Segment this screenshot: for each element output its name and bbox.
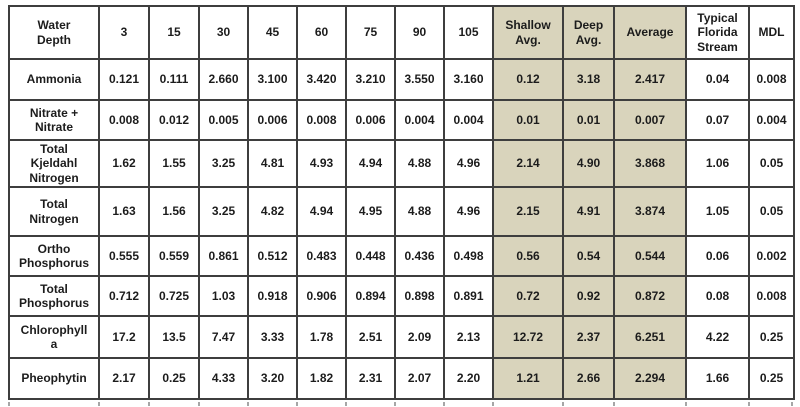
row-label: Nitrate + Nitrate xyxy=(29,105,79,134)
row-label: Pheophytin xyxy=(21,371,87,386)
value-cell: 2.17 xyxy=(99,358,149,399)
value-cell: 1.03 xyxy=(199,276,248,316)
value-cell: 0.483 xyxy=(297,236,346,276)
value-cell: 0.894 xyxy=(346,276,395,316)
value-cell: 1.05 xyxy=(686,187,749,236)
value-cell: 4.94 xyxy=(346,140,395,187)
column-header-mdl xyxy=(749,6,794,59)
ghost-grid-tick xyxy=(98,402,100,406)
row-label-pheophytin xyxy=(9,358,99,399)
value-cell: 1.21 xyxy=(493,358,563,399)
value-cell: 4.94 xyxy=(297,187,346,236)
value-cell: 0.861 xyxy=(199,236,248,276)
column-header-30 xyxy=(199,6,248,59)
value-cell: 0.008 xyxy=(749,276,794,316)
value-cell: 2.417 xyxy=(614,59,686,100)
value-cell: 0.512 xyxy=(248,236,297,276)
value-cell: 0.498 xyxy=(444,236,493,276)
value-cell: 3.18 xyxy=(563,59,614,100)
value-cell: 2.660 xyxy=(199,59,248,100)
ghost-grid-tick xyxy=(394,402,396,406)
value-cell: 0.005 xyxy=(199,100,248,140)
value-cell: 1.82 xyxy=(297,358,346,399)
value-cell: 0.872 xyxy=(614,276,686,316)
value-cell: 3.25 xyxy=(199,187,248,236)
value-cell: 4.93 xyxy=(297,140,346,187)
value-cell: 0.008 xyxy=(297,100,346,140)
value-cell: 0.004 xyxy=(749,100,794,140)
value-cell: 0.92 xyxy=(563,276,614,316)
row-label-nitrate-nitrate xyxy=(9,100,99,140)
row-label: Ortho Phosphorus xyxy=(18,241,89,270)
value-cell: 3.550 xyxy=(395,59,444,100)
value-cell: 0.06 xyxy=(686,236,749,276)
value-cell: 0.012 xyxy=(149,100,199,140)
row-label: Ammonia xyxy=(26,72,82,87)
column-header-label: Water Depth xyxy=(37,18,71,47)
value-cell: 0.121 xyxy=(99,59,149,100)
ghost-grid-tick xyxy=(198,402,200,406)
row-label: Total Phosphorus xyxy=(18,281,89,310)
table-row xyxy=(9,187,794,236)
value-cell: 0.891 xyxy=(444,276,493,316)
ghost-grid-tick xyxy=(8,402,10,406)
ghost-grid-tick xyxy=(613,402,615,406)
ghost-grid-tick xyxy=(345,402,347,406)
value-cell: 0.54 xyxy=(563,236,614,276)
value-cell: 0.05 xyxy=(749,187,794,236)
value-cell: 0.004 xyxy=(444,100,493,140)
ghost-grid-tick xyxy=(791,402,793,406)
value-cell: 2.15 xyxy=(493,187,563,236)
column-header-label: Deep Avg. xyxy=(573,18,604,47)
column-header-90 xyxy=(395,6,444,59)
value-cell: 4.88 xyxy=(395,140,444,187)
value-cell: 17.2 xyxy=(99,316,149,358)
column-header-15 xyxy=(149,6,199,59)
value-cell: 2.20 xyxy=(444,358,493,399)
value-cell: 0.08 xyxy=(686,276,749,316)
table-row xyxy=(9,316,794,358)
value-cell: 2.14 xyxy=(493,140,563,187)
value-cell: 0.555 xyxy=(99,236,149,276)
value-cell: 0.008 xyxy=(749,59,794,100)
row-label: Total Kjeldahl Nitrogen xyxy=(29,142,79,185)
column-header-label: Shallow Avg. xyxy=(505,18,551,47)
column-header-75 xyxy=(346,6,395,59)
value-cell: 0.111 xyxy=(149,59,199,100)
column-header-water-depth xyxy=(9,6,99,59)
value-cell: 3.210 xyxy=(346,59,395,100)
value-cell: 4.95 xyxy=(346,187,395,236)
value-cell: 0.898 xyxy=(395,276,444,316)
value-cell: 0.56 xyxy=(493,236,563,276)
value-cell: 0.006 xyxy=(346,100,395,140)
value-cell: 4.82 xyxy=(248,187,297,236)
value-cell: 4.96 xyxy=(444,187,493,236)
column-header-105 xyxy=(444,6,493,59)
row-label-ammonia xyxy=(9,59,99,100)
ghost-grid-tick xyxy=(247,402,249,406)
value-cell: 0.002 xyxy=(749,236,794,276)
column-header-shallow-avg xyxy=(493,6,563,59)
column-header-60 xyxy=(297,6,346,59)
header-row xyxy=(9,6,794,59)
value-cell: 3.100 xyxy=(248,59,297,100)
value-cell: 0.448 xyxy=(346,236,395,276)
row-label: Chlorophyll a xyxy=(20,322,88,351)
value-cell: 4.90 xyxy=(563,140,614,187)
table-header xyxy=(9,6,794,59)
value-cell: 0.712 xyxy=(99,276,149,316)
value-cell: 3.420 xyxy=(297,59,346,100)
value-cell: 2.13 xyxy=(444,316,493,358)
value-cell: 4.88 xyxy=(395,187,444,236)
column-header-label: 45 xyxy=(265,25,280,40)
ghost-grid-tick xyxy=(685,402,687,406)
value-cell: 3.874 xyxy=(614,187,686,236)
value-cell: 2.294 xyxy=(614,358,686,399)
value-cell: 3.160 xyxy=(444,59,493,100)
table-body xyxy=(9,59,794,399)
row-label-total-kjeldahl-nitrogen xyxy=(9,140,99,187)
value-cell: 0.906 xyxy=(297,276,346,316)
value-cell: 0.559 xyxy=(149,236,199,276)
water-quality-table xyxy=(8,5,795,400)
column-header-label: 90 xyxy=(412,25,427,40)
table-row xyxy=(9,140,794,187)
value-cell: 1.06 xyxy=(686,140,749,187)
row-label: Total Nitrogen xyxy=(29,197,79,226)
column-header-label: 3 xyxy=(120,25,128,40)
value-cell: 0.07 xyxy=(686,100,749,140)
value-cell: 12.72 xyxy=(493,316,563,358)
value-cell: 1.78 xyxy=(297,316,346,358)
value-cell: 0.007 xyxy=(614,100,686,140)
value-cell: 3.33 xyxy=(248,316,297,358)
value-cell: 3.20 xyxy=(248,358,297,399)
value-cell: 0.25 xyxy=(149,358,199,399)
table-row xyxy=(9,59,794,100)
column-header-label: 105 xyxy=(458,25,479,40)
value-cell: 0.544 xyxy=(614,236,686,276)
column-header-typical-florida-stream xyxy=(686,6,749,59)
value-cell: 2.31 xyxy=(346,358,395,399)
value-cell: 0.918 xyxy=(248,276,297,316)
table-row xyxy=(9,236,794,276)
column-header-label: 60 xyxy=(314,25,329,40)
value-cell: 6.251 xyxy=(614,316,686,358)
column-header-label: Typical Florida Stream xyxy=(697,11,738,54)
value-cell: 1.55 xyxy=(149,140,199,187)
value-cell: 4.91 xyxy=(563,187,614,236)
value-cell: 0.25 xyxy=(749,358,794,399)
value-cell: 7.47 xyxy=(199,316,248,358)
value-cell: 0.05 xyxy=(749,140,794,187)
column-header-label: 75 xyxy=(363,25,378,40)
value-cell: 3.868 xyxy=(614,140,686,187)
value-cell: 0.725 xyxy=(149,276,199,316)
column-header-45 xyxy=(248,6,297,59)
value-cell: 2.07 xyxy=(395,358,444,399)
table-row xyxy=(9,276,794,316)
ghost-grid-tick xyxy=(748,402,750,406)
value-cell: 13.5 xyxy=(149,316,199,358)
value-cell: 1.66 xyxy=(686,358,749,399)
value-cell: 1.62 xyxy=(99,140,149,187)
value-cell: 0.04 xyxy=(686,59,749,100)
ghost-grid-tick xyxy=(492,402,494,406)
cropped-next-row xyxy=(8,402,795,407)
value-cell: 0.436 xyxy=(395,236,444,276)
value-cell: 0.25 xyxy=(749,316,794,358)
value-cell: 2.66 xyxy=(563,358,614,399)
column-header-deep-avg xyxy=(563,6,614,59)
value-cell: 0.01 xyxy=(563,100,614,140)
row-label-chlorophyll-a xyxy=(9,316,99,358)
ghost-grid-tick xyxy=(296,402,298,406)
column-header-average xyxy=(614,6,686,59)
value-cell: 2.09 xyxy=(395,316,444,358)
ghost-grid-tick xyxy=(443,402,445,406)
value-cell: 0.72 xyxy=(493,276,563,316)
ghost-grid-tick xyxy=(562,402,564,406)
row-label-total-phosphorus xyxy=(9,276,99,316)
value-cell: 2.51 xyxy=(346,316,395,358)
value-cell: 4.96 xyxy=(444,140,493,187)
value-cell: 1.56 xyxy=(149,187,199,236)
column-header-label: 30 xyxy=(216,25,231,40)
row-label-ortho-phosphorus xyxy=(9,236,99,276)
value-cell: 4.33 xyxy=(199,358,248,399)
value-cell: 1.63 xyxy=(99,187,149,236)
ghost-grid-tick xyxy=(148,402,150,406)
value-cell: 0.008 xyxy=(99,100,149,140)
value-cell: 3.25 xyxy=(199,140,248,187)
value-cell: 0.004 xyxy=(395,100,444,140)
value-cell: 0.006 xyxy=(248,100,297,140)
column-header-label: 15 xyxy=(167,25,181,40)
value-cell: 2.37 xyxy=(563,316,614,358)
value-cell: 4.22 xyxy=(686,316,749,358)
value-cell: 4.81 xyxy=(248,140,297,187)
column-header-label: Average xyxy=(626,25,674,40)
column-header-label: MDL xyxy=(758,25,785,40)
table-row xyxy=(9,358,794,399)
table-row xyxy=(9,100,794,140)
column-header-3 xyxy=(99,6,149,59)
value-cell: 0.01 xyxy=(493,100,563,140)
row-label-total-nitrogen xyxy=(9,187,99,236)
value-cell: 0.12 xyxy=(493,59,563,100)
